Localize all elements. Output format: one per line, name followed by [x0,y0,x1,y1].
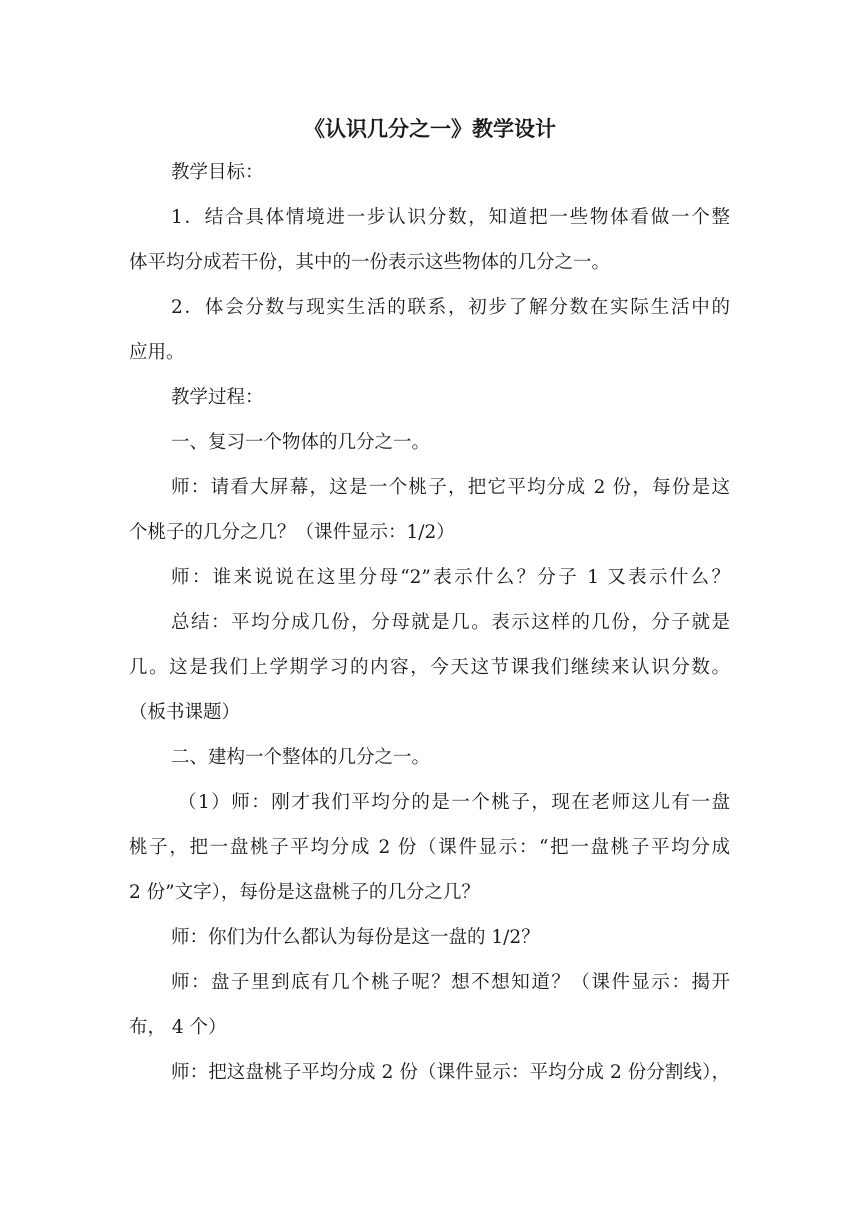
paragraph-line: 师：盘子里到底有几个桃子呢？想不想知道？（课件显示：揭开 [171,972,730,993]
paragraph-line: （1）师：刚才我们平均分的是一个桃子，现在老师这儿有一盘 [178,792,730,813]
paragraph-line: 个桃子的几分之几？（课件显示：1/2） [129,522,455,543]
paragraph-line: 2．体会分数与现实生活的联系，初步了解分数在实际生活中的 [171,297,730,318]
paragraph-line: 师：你们为什么都认为每份是这一盘的 1/2？ [171,927,540,948]
paragraph-line: 1．结合具体情境进一步认识分数，知道把一些物体看做一个整 [171,207,730,228]
section-heading: 二、建构一个整体的几分之一。 [171,747,431,768]
paragraph-line: 桃子，把一盘桃子平均分成 2 份（课件显示：“把一盘桃子平均分成 [129,837,730,858]
paragraph-line: 教学过程： [171,387,264,408]
paragraph-line: 应用。 [129,342,185,363]
paragraph-line: 师：谁来说说在这里分母“2”表示什么？分子 1 又表示什么？ [171,567,730,588]
paragraph-line: 体平均分成若干份，其中的一份表示这些物体的几分之一。 [129,252,611,273]
paragraph-line: 师：请看大屏幕，这是一个桃子，把它平均分成 2 份，每份是这 [171,477,730,498]
paragraph-line: 教学目标： [171,162,264,183]
paragraph-line: 师：把这盘桃子平均分成 2 份（课件显示：平均分成 2 份分割线）， [171,1062,730,1083]
paragraph-line: 几。这是我们上学期学习的内容，今天这节课我们继续来认识分数。 [129,657,730,678]
section-heading: 一、复习一个物体的几分之一。 [171,432,431,453]
paragraph-line: 总结：平均分成几份，分母就是几。表示这样的几份，分子就是 [171,612,730,633]
paragraph-line: 布， 4 个） [129,1017,227,1038]
paragraph-line: 2 份”文字），每份是这盘桃子的几分之几？ [129,882,480,903]
paragraph-line: （板书课题） [129,702,241,723]
document-title: 《认识几分之一》教学设计 [304,116,556,141]
